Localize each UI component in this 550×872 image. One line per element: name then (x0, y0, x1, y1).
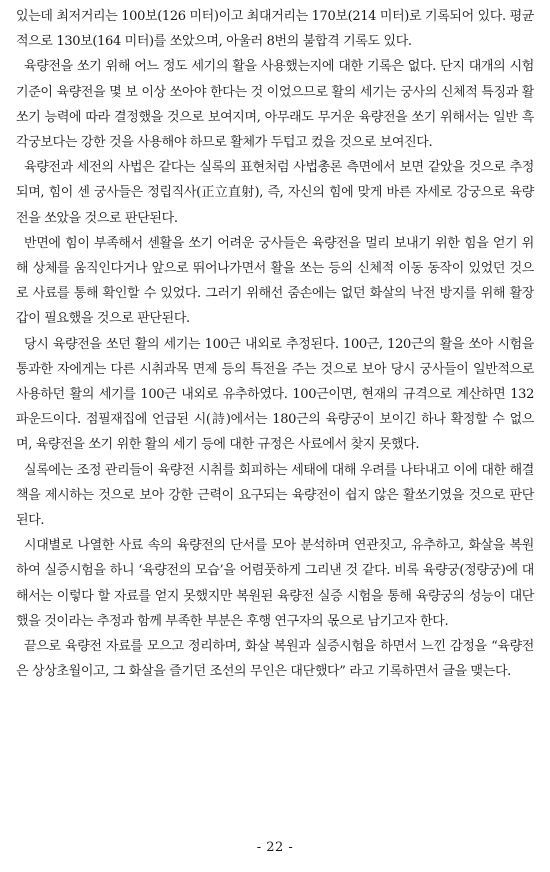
paragraph-2: 육량전을 쏘기 위해 어느 정도 세기의 활을 사용했는지에 대한 기록은 없다. 단지 대개의 시험 기준이 육량전을 몇 보 이상 쏘아야 한다는 것 이었으므로 활의 세기는 궁사의 신체적 특징과 활쏘기 능력에 따라 결정했을 것으로 보여지며, 아무래도 무거운 육량전을 쏘기 위해서는 일반 흑각궁보다는 강한 것을 사용해야 하므로 활체가 두텁고 컸을 것으로 보여진다. (16, 59, 534, 151)
page-number: - 22 - (256, 840, 294, 855)
paragraph-3: 육량전과 세전의 사법은 같다는 실록의 표현처럼 사법총론 측면에서 보면 같았을 것으로 추정되며, 힘이 센 궁사들은 정립직사(正立直射), 즉, 자신의 힘에 맞게 바른 자세로 강궁으로 육량전을 쏘았을 것으로 판단된다. (16, 160, 534, 226)
paragraph-1: 있는데 최저거리는 100보(126 미터)이고 최대거리는 170보(214 미터)로 기록되어 있다. 평균적으로 130보(164 미터)를 쏘았으며, 아울러 8번의 불합격 기록도 있다. (16, 9, 535, 50)
paragraph-5: 당시 육량전을 쏘던 활의 세기는 100근 내외로 추정된다. 100근, 120근의 활을 쏘아 시험을 통과한 자에게는 다른 시취과목 면제 등의 특전을 주는 것으로 보아 당시 궁사들이 일반적으로 사용하던 활의 세기를 100근 내외로 유추하였다. 100근이면, 현재의 규격으로 계산하면 132파운드이다. 점필재집에 언급된 시(詩)에서는 180근의 육량궁이 보이긴 하나 확정할 수 없으며, 육량전을 쏘기 위한 활의 세기 등에 대한 규정은 사료에서 찾지 못했다. (16, 336, 534, 453)
paragraph-7: 시대별로 나열한 사료 속의 육량전의 단서를 모아 분석하며 연관짓고, 유추하고, 화살을 복원하여 실증시험을 하니 ‘육량전의 모습’을 어렴풋하게 그리낸 것 같다. 비록 육량궁(정량궁)에 대해서는 이렇다 할 자료를 얻지 못했지만 복원된 육량전 실증 시험을 통해 육량궁의 성능이 대단했을 것이라는 추정과 함께 부족한 부분은 후행 연구자의 몫으로 남기고자 한다. (16, 538, 534, 629)
paragraph-8: 끝으로 육량전 자료를 모으고 정리하며, 화살 복원과 실증시험을 하면서 느낀 감정을 “육량전은 상상초월이고, 그 화살을 즐기던 조선의 무인은 대단했다” 라고 기록하면서 글을 맺는다. (16, 639, 534, 680)
paragraph-6: 실록에는 조정 관리들이 육량전 시취를 회피하는 세태에 대해 우려를 나타내고 이에 대한 해결책을 제시하는 것으로 보아 강한 근력이 요구되는 육량전이 쉽지 않은 활쏘기였을 것으로 판단된다. (16, 462, 534, 529)
paragraph-4: 반면에 힘이 부족해서 센활을 쏘기 어려운 궁사들은 육량전을 멀리 보내기 위한 힘을 얻기 위해 상체를 움직인다거나 앞으로 뛰어나가면서 활을 쏘는 등의 신체적 이동 동작이 있었던 것으로 사료를 통해 확인할 수 있었다. 그러기 위해선 줌손에는 없던 화살의 낙전 방지를 위해 활장갑이 필요했을 것으로 판단된다. (16, 235, 534, 327)
